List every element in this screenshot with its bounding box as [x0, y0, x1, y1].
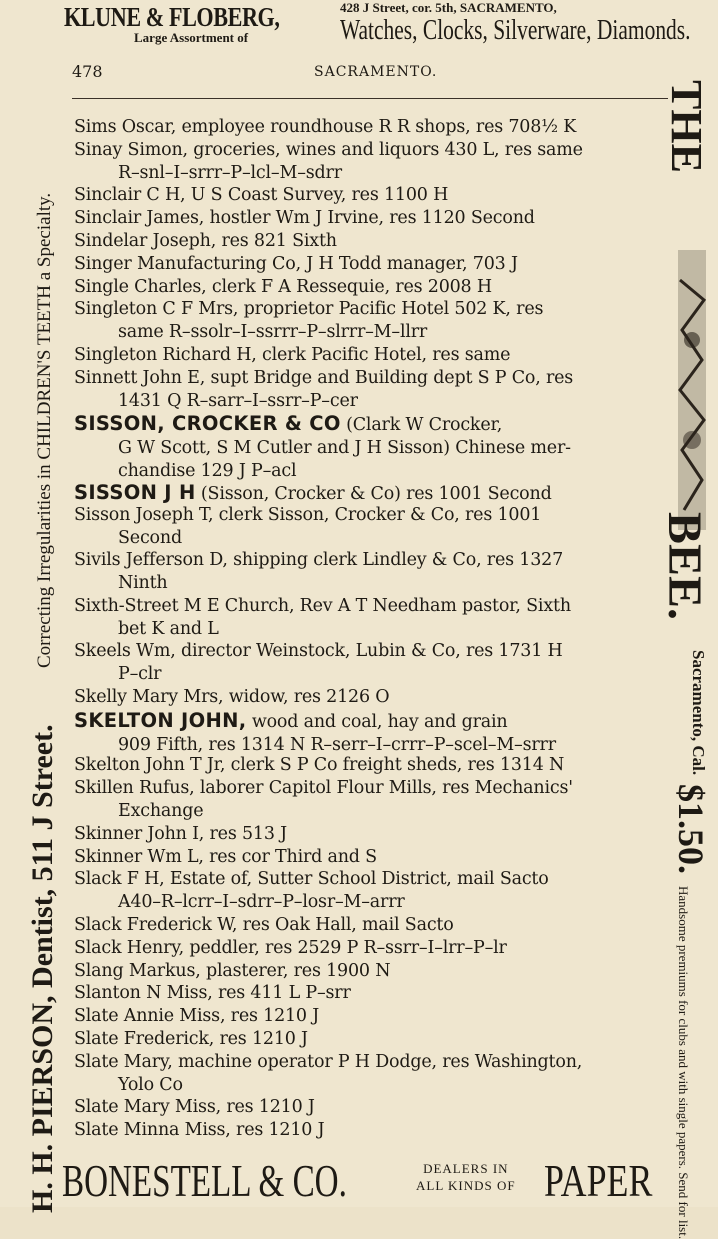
entry-text: Sisson Joseph T, clerk Sisson, Crocker & Co, res 1001 — [74, 504, 542, 525]
directory-entry — [74, 504, 541, 550]
directory-entry — [74, 1028, 308, 1051]
entry-continuation: Yolo Co — [118, 1074, 183, 1095]
left-advertisement — [0, 58, 60, 1213]
top-ad-brand: KLUNE & FLOBERG, — [64, 2, 280, 32]
entry-text: Singleton C F Mrs, proprietor Pacific Hotel 502 K, res — [74, 299, 544, 320]
directory-entry — [74, 116, 576, 139]
directory-entry — [74, 139, 583, 185]
bottom-ad-dealer-line2: ALL KINDS OF — [416, 1178, 516, 1193]
entry-text: Slate Annie Miss, res 1210 J — [74, 1006, 320, 1027]
directory-entry — [74, 253, 518, 276]
entry-text: Skillen Rufus, laborer Capitol Flour Mills, res Mechanics' — [74, 778, 573, 799]
entry-text: Singer Manufacturing Co, J H Todd manager, 703 J — [74, 253, 518, 274]
entry-text: Skinner John I, res 513 J — [74, 823, 287, 844]
directory-entry — [74, 481, 552, 506]
page-number: 478 — [72, 62, 103, 81]
directory-entry — [74, 914, 454, 937]
entry-text: Slack Frederick W, res Oak Hall, mail Sacto — [74, 915, 454, 935]
entry-text: Sinclair James, hostler Wm J Irvine, res 1120 Second — [74, 208, 535, 229]
bottom-ad-dealer — [416, 1160, 516, 1194]
entry-text: Skinner Wm L, res cor Third and S — [74, 846, 377, 867]
directory-entry — [74, 184, 448, 207]
running-head: SACRAMENTO. — [314, 64, 438, 80]
directory-entry — [74, 412, 571, 483]
entry-continuation: R–snl–I–srrr–P–lcl–M–sdrr — [118, 162, 342, 183]
entry-text: Sixth-Street M E Church, Rev A T Needham pastor, Sixth — [74, 595, 571, 616]
directory-entry — [74, 230, 337, 253]
entry-text: Slack F H, Estate of, Sutter School District, mail Sacto — [74, 869, 549, 890]
entry-text: Singleton Richard H, clerk Pacific Hotel, res same — [74, 345, 511, 365]
directory-entry — [74, 709, 556, 757]
entry-continuation: Ninth — [118, 573, 168, 594]
directory-entry — [74, 298, 543, 344]
right-ad-premium: Handsome premiums for clubs and with single papers. Send for list. — [676, 886, 691, 1239]
directory-entry — [74, 686, 389, 709]
entry-text: Slack Henry, peddler, res 2529 P R–ssrr–I–lrr–P–lr — [74, 937, 507, 958]
bottom-ad-dealer-line1: DEALERS IN — [423, 1161, 509, 1176]
right-ad-bee: BEE. — [658, 512, 711, 621]
entry-text: Slate Minna Miss, res 1210 J — [74, 1120, 325, 1141]
top-advertisement — [60, 0, 691, 58]
right-ad-city: Sacramento, Cal. — [689, 650, 708, 776]
right-ad-price: $1.50. — [671, 784, 711, 874]
entry-text: Sindelar Joseph, res 821 Sixth — [74, 231, 337, 251]
entry-continuation: chandise 129 J P–acl — [118, 461, 297, 482]
entry-text: wood and coal, hay and grain — [246, 711, 508, 732]
directory-entry — [74, 1096, 315, 1119]
entry-name-bold: SISSON J H — [74, 480, 196, 504]
bottom-advertisement — [60, 1152, 678, 1207]
right-ad-the: THE — [662, 80, 711, 173]
directory-entry — [74, 344, 510, 367]
directory-entry — [74, 868, 549, 914]
right-advertisement — [658, 60, 718, 1239]
directory-entry — [74, 937, 507, 960]
directory-entry — [74, 1119, 324, 1142]
entry-text: Skeels Wm, director Weinstock, Lubin & Co, res 1731 H — [74, 641, 563, 662]
entry-continuation: G W Scott, S M Cutler and J H Sisson) Chinese mer- — [118, 438, 571, 459]
directory-entry — [74, 846, 377, 869]
bottom-ad-product: PAPER — [544, 1155, 653, 1206]
entry-name-bold: SISSON, CROCKER & CO — [74, 412, 341, 436]
entry-continuation: Second — [118, 527, 182, 548]
directory-entry — [74, 823, 287, 846]
entry-text: Sims Oscar, employee roundhouse R R shops, res 708½ K — [74, 117, 577, 137]
header-rule — [72, 98, 668, 99]
entry-text: (Sisson, Crocker & Co) res 1001 Second — [195, 483, 552, 504]
entry-text: Sivils Jefferson D, shipping clerk Lindley & Co, res 1327 — [74, 550, 563, 571]
entry-continuation: 1431 Q R–sarr–I–ssrr–P–cer — [118, 390, 358, 411]
entry-text: Slate Mary, machine operator P H Dodge, res Washington, — [74, 1051, 583, 1072]
newspaper-vignette-icon — [674, 240, 710, 540]
directory-entry — [74, 276, 492, 299]
directory-entry — [74, 982, 351, 1005]
left-ad-specialty: Correcting Irregularities in CHILDREN'S TEETH a Specialty. — [34, 192, 55, 668]
entry-text: Slate Mary Miss, res 1210 J — [74, 1097, 315, 1118]
directory-entry — [74, 777, 573, 823]
entry-text: Slate Frederick, res 1210 J — [74, 1029, 308, 1049]
entry-text: Sinclair C H, U S Coast Survey, res 1100 H — [74, 185, 449, 206]
directory-entry — [74, 754, 564, 777]
page-header — [72, 62, 668, 102]
entry-text: Sinnett John E, supt Bridge and Building dept S P Co, res — [74, 367, 574, 388]
directory-entry — [74, 640, 563, 686]
directory-entry — [74, 960, 390, 983]
entry-text: Sinay Simon, groceries, wines and liquors 430 L, res same — [74, 139, 583, 160]
top-ad-subline: Large Assortment of — [134, 30, 249, 45]
directory-entry — [74, 1005, 319, 1028]
entry-continuation: same R–ssolr–I–ssrrr–P–slrrr–M–llrr — [118, 322, 428, 343]
entry-text: Slang Markus, plasterer, res 1900 N — [74, 960, 391, 981]
left-ad-dentist: H. H. PIERSON, Dentist, 511 J Street. — [26, 724, 59, 1213]
entry-text: Single Charles, clerk F A Ressequie, res 2008 H — [74, 276, 492, 297]
entry-text: (Clark W Crocker, — [340, 415, 503, 436]
entry-continuation: A40–R–lcrr–I–sdrr–P–losr–M–arrr — [118, 892, 405, 913]
top-ad-address: 428 J Street, cor. 5th, SACRAMENTO, — [340, 0, 557, 15]
top-ad-goods: Watches, Clocks, Silverware, Diamonds. — [340, 14, 691, 46]
directory-entry — [74, 1051, 582, 1097]
entry-continuation: bet K and L — [118, 618, 219, 639]
entry-continuation: 909 Fifth, res 1314 N R–serr–I–crrr–P–scel–M–srrr — [118, 734, 556, 755]
entry-continuation: P–clr — [118, 664, 162, 685]
bottom-ad-brand: BONESTELL & CO. — [62, 1155, 347, 1206]
directory-entry — [74, 549, 563, 595]
entry-name-bold: SKELTON JOHN, — [74, 708, 247, 732]
entry-text: Skelton John T Jr, clerk S P Co freight sheds, res 1314 N — [74, 755, 565, 776]
entry-text: Slanton N Miss, res 411 L P–srr — [74, 983, 351, 1004]
directory-entry — [74, 367, 573, 413]
entry-continuation: Exchange — [118, 801, 204, 822]
directory-entry — [74, 207, 535, 230]
directory-entry — [74, 595, 571, 641]
entry-text: Skelly Mary Mrs, widow, res 2126 O — [74, 687, 390, 707]
